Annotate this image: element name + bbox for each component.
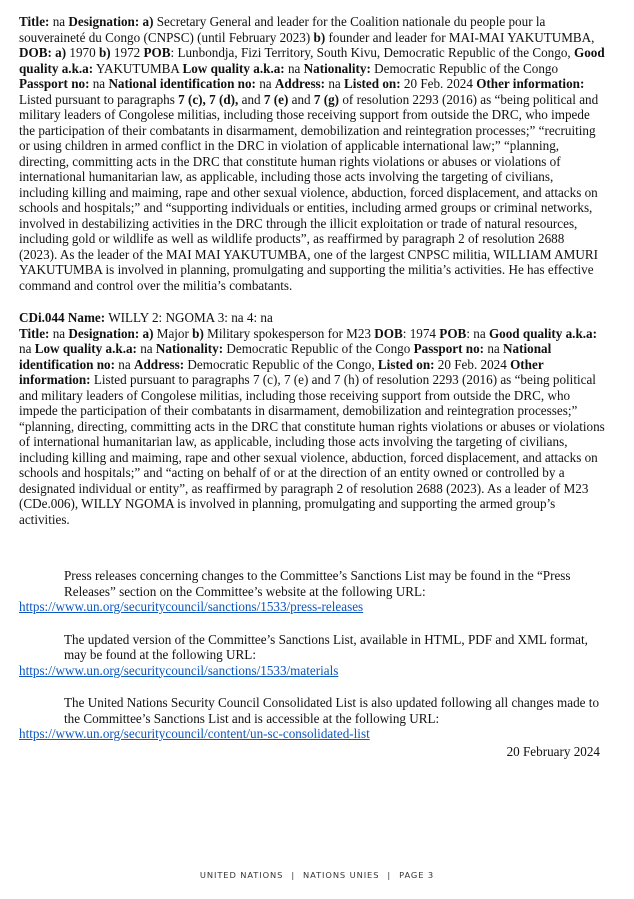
paragraph-ref: 7 (e) bbox=[263, 91, 289, 107]
notice-text: The updated version of the Committee’s Sanctions List, available in HTML, PDF and XML format, may be found at the following URL: bbox=[64, 631, 588, 662]
title-label: Title: bbox=[19, 14, 50, 29]
nationality-value: Democratic Republic of the Congo bbox=[370, 60, 559, 76]
notice-text: The United Nations Security Council Consolidated List is also updated following all changes made to the Committee’s Sanctions List and is accessible at the following URL: bbox=[64, 695, 600, 726]
designation-b-label: b) bbox=[192, 325, 204, 341]
paragraph-ref: 7 (c), 7 (d), bbox=[178, 91, 239, 107]
materials-link[interactable]: https://www.un.org/securitycouncil/sanctions/1533/materials bbox=[19, 662, 339, 678]
passport-value: na bbox=[89, 76, 109, 91]
entry-name-line bbox=[19, 310, 605, 326]
paragraph-ref: 7 (g) bbox=[313, 91, 340, 107]
passport-label: Passport no: bbox=[19, 76, 90, 91]
nationality-label: Nationality: bbox=[155, 341, 224, 356]
designation-a-value: Secretary General and leader for the Coalition nationale du people pour la souveraineté du Congo (CNPSC) (until February 2023) bbox=[19, 14, 546, 45]
national-id-value: na bbox=[255, 76, 275, 91]
designation-label: Designation: bbox=[68, 325, 140, 341]
entry-paragraph bbox=[19, 326, 605, 528]
other-info-text: and bbox=[238, 91, 264, 107]
footer-separator: | bbox=[387, 870, 392, 880]
listed-on-label: Listed on: bbox=[377, 356, 435, 372]
notice-text: Press releases concerning changes to the Committee’s Sanctions List may be found in the “Press Releases” section on the Committee’s website at the following URL: bbox=[64, 568, 571, 599]
other-info-text: Listed pursuant to paragraphs bbox=[19, 91, 179, 107]
other-info-text: Listed pursuant to paragraphs 7 (c), 7 (e) and 7 (h) of resolution 2293 (2016) as “being political and military leaders of Congolese militias, including those receiving support from outside the DRC, who impede the participation of their combatants in disarmament, demobilization and reintegration processes;” “planning, directing, committing acts in the DRC that constitute human rights violations or abuses or violations of international humanitarian law, as applicable, including those acts involving the targeting of civilians, including killing and maiming, rape and other sexual violence, abduction, forced displacement, and attacks on schools and hospitals;” and “acting on behalf of or at the direction of an entity owned or controlled by a designated individual or entity”, as reaffirmed by paragraph 2 of resolution 2688 (2023). As a leader of M23 (CDe.006), WILLY NGOMA is involved in planning, promulgating and supporting the armed group’s activities. bbox=[19, 372, 605, 527]
footer-separator: | bbox=[291, 870, 296, 880]
other-info-text: of resolution 2293 (2016) as “being political and military leaders of Congolese militias, including those receiving support from outside the DRC, who impede the participation of their combatants in disarmament, demobilization and reintegration processes;” “recruiting or using children in armed conflict in the DRC in violation of applicable international law;” “planning, directing, committing acts in the DRC that constitute human rights violations or abuses or violations of international humanitarian law, as applicable, including those acts involving the targeting of civilians, including killing and maiming, rape and other sexual violence, abduction, forced displacement, and attacks on schools and hospitals;” and “supporting individuals or entities, including armed groups or criminal networks, involved in destabilizing activities in the DRC through the illicit exploitation or trade of natural resources, including gold or wildlife as well as wildlife products”, as reaffirmed by paragraph 2 of resolution 2688 (2023). As the leader of the MAI MAI YAKUTUMBA, one of the largest CNPSC militia, WILLIAM AMURI YAKUTUMBA is involved in planning, promulgating and supporting the militia’s activities. He has effective command and control over the militia’s combatants. bbox=[19, 91, 599, 293]
sanctions-entry-ngoma bbox=[19, 310, 605, 527]
sanctions-entry-yakutumba bbox=[19, 14, 605, 293]
page-footer bbox=[0, 870, 634, 880]
pob-label: POB bbox=[439, 325, 467, 341]
good-quality-aka-label: Good quality a.k.a: bbox=[488, 325, 598, 341]
good-quality-aka-value: YAKUTUMBA bbox=[93, 60, 183, 76]
pob-value: : Lunbondja, Fizi Territory, South Kivu, Democratic Republic of the Congo, bbox=[170, 45, 574, 60]
consolidated-list-link[interactable]: https://www.un.org/securitycouncil/content/un-sc-consolidated-list bbox=[19, 726, 370, 741]
low-quality-aka-value: na bbox=[284, 60, 304, 76]
pob-label: POB bbox=[143, 45, 171, 60]
dob-b-value: 1972 bbox=[110, 45, 144, 60]
title-label: Title: bbox=[19, 325, 50, 341]
footer-page-number: PAGE 3 bbox=[399, 870, 435, 880]
passport-label: Passport no: bbox=[413, 341, 485, 356]
dob-a-label: a) bbox=[51, 45, 67, 60]
address-value: na bbox=[325, 76, 345, 91]
title-value: na bbox=[49, 14, 69, 29]
entry-ref-label: CDi.044 Name: bbox=[19, 310, 106, 325]
entry-paragraph bbox=[19, 14, 605, 293]
designation-label: Designation: bbox=[68, 14, 140, 29]
nationality-label: Nationality: bbox=[303, 60, 371, 76]
address-value: Democratic Republic of the Congo, bbox=[184, 356, 378, 372]
listed-on-value: 20 Feb. 2024 bbox=[434, 356, 511, 372]
document-date: 20 February 2024 bbox=[506, 743, 600, 759]
nationality-value: Democratic Republic of the Congo bbox=[223, 341, 414, 356]
designation-a-label: a) bbox=[139, 14, 154, 29]
other-info-text: and bbox=[288, 91, 314, 107]
other-info-label: Other information: bbox=[19, 356, 544, 387]
low-quality-aka-label: Low quality a.k.a: bbox=[182, 60, 285, 76]
designation-b-value: Military spokesperson for M23 bbox=[203, 325, 375, 341]
designation-b-label: b) bbox=[313, 29, 326, 45]
listed-on-label: Listed on: bbox=[344, 76, 401, 91]
good-quality-aka-label: Good quality a.k.a: bbox=[19, 45, 605, 76]
press-releases-link[interactable]: https://www.un.org/securitycouncil/sanctions/1533/press-releases bbox=[19, 599, 364, 614]
dob-label: DOB: bbox=[19, 45, 52, 60]
press-release-notice bbox=[19, 568, 605, 615]
national-id-label: National identification no: bbox=[108, 76, 256, 91]
designation-b-value: founder and leader for MAI-MAI YAKUTUMBA, bbox=[325, 29, 595, 45]
materials-notice bbox=[19, 632, 605, 679]
footer-org-en: UNITED NATIONS bbox=[199, 870, 284, 880]
dob-value: : 1974 bbox=[402, 325, 440, 341]
address-label: Address: bbox=[274, 76, 326, 91]
footer-org-fr: NATIONS UNIES bbox=[303, 870, 380, 880]
designation-a-label: a) bbox=[139, 325, 154, 341]
listed-on-value: 20 Feb. 2024 bbox=[400, 76, 477, 91]
title-value: na bbox=[49, 325, 69, 341]
dob-label: DOB bbox=[374, 325, 403, 341]
pob-value: : na bbox=[466, 325, 489, 341]
low-quality-aka-value: na bbox=[136, 341, 156, 356]
dob-b-label: b) bbox=[98, 45, 111, 60]
entry-name-value: WILLY 2: NGOMA 3: na 4: na bbox=[105, 310, 273, 325]
dob-a-value: 1970 bbox=[66, 45, 99, 60]
other-info-label: Other information: bbox=[476, 76, 585, 91]
address-label: Address: bbox=[134, 356, 185, 372]
consolidated-list-notice bbox=[19, 695, 605, 742]
national-id-label: National identification no: bbox=[19, 341, 552, 372]
national-id-value: na bbox=[115, 356, 134, 372]
low-quality-aka-label: Low quality a.k.a: bbox=[34, 341, 137, 356]
good-quality-aka-value: na bbox=[19, 341, 35, 356]
document-page bbox=[19, 14, 605, 759]
passport-value: na bbox=[484, 341, 504, 356]
designation-a-value: Major bbox=[153, 325, 193, 341]
